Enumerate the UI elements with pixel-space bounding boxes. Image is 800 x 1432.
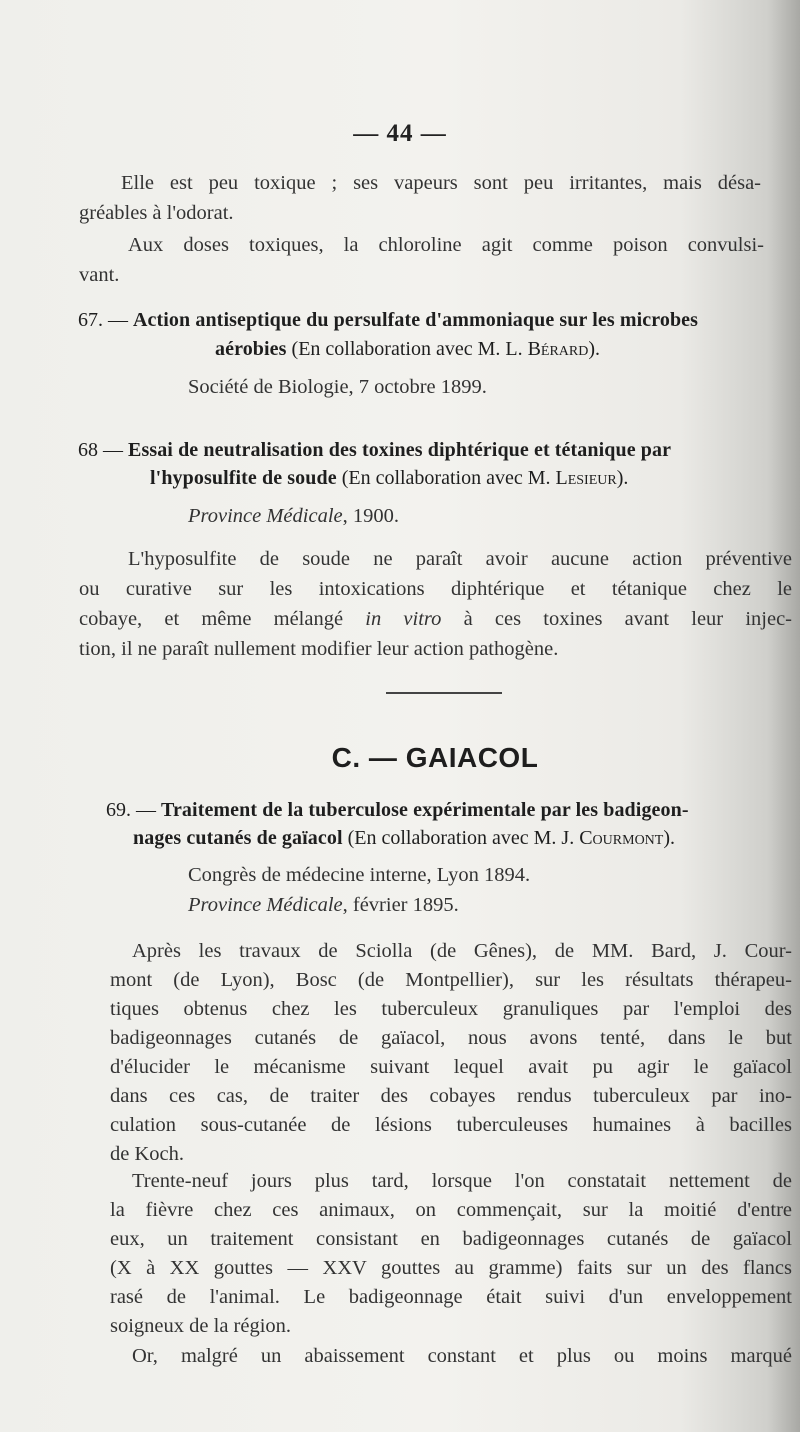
text-line: culation sous-cutanée de lésions tuberculeuses humaines à bacilles (110, 1114, 792, 1136)
text-line: rasé de l'animal. Le badigeonnage était suivi d'un enveloppement (110, 1286, 792, 1308)
text-line: Elle est peu toxique ; ses vapeurs sont peu irritantes, mais désa- (121, 172, 761, 194)
text-line: Aux doses toxiques, la chloroline agit comme poison convulsi- (128, 234, 764, 256)
page-number: — 44 — (353, 120, 447, 147)
text-line: la fièvre chez ces animaux, on commençait, sur la moitié d'entre (110, 1199, 792, 1221)
text-line: de Koch. (110, 1143, 185, 1165)
text-line: tiques obtenus chez les tuberculeux granuliques par l'emploi des (110, 998, 792, 1020)
entry-source: Congrès de médecine interne, Lyon 1894. (188, 864, 531, 886)
text-line: Trente-neuf jours plus tard, lorsque l'on constatait nettement de (132, 1170, 792, 1192)
entry-title-cont: l'hyposulfite de soude (150, 467, 337, 489)
text-line: L'hyposulfite de soude ne paraît avoir aucune action préventive (128, 548, 792, 570)
section-divider (386, 692, 502, 694)
entry-68-heading (78, 437, 768, 463)
text-line: (X à XX gouttes — XXV gouttes au gramme) faits sur un des flancs (110, 1257, 792, 1279)
collaboration-note: (En collaboration avec M. J. Courmont). (347, 827, 676, 849)
text-line: mont (de Lyon), Bosc (de Montpellier), sur les résultats thérapeu- (110, 969, 792, 991)
text-line: d'élucider le mécanisme suivant lequel avait pu agir le gaïacol (110, 1056, 792, 1078)
entry-number: 67. — (78, 309, 128, 331)
text-line: cobaye, et même mélangé in vitro à ces toxines avant leur injec- (79, 608, 792, 630)
text-line: Or, malgré un abaissement constant et plus ou moins marqué (132, 1345, 792, 1367)
entry-title-cont: nages cutanés de gaïacol (133, 827, 343, 849)
entry-source: Province Médicale, 1900. (188, 505, 399, 527)
entry-67-heading-cont (215, 336, 600, 362)
text-line: Après les travaux de Sciolla (de Gênes), de MM. Bard, J. Cour- (132, 940, 792, 962)
entry-source: Société de Biologie, 7 octobre 1899. (188, 376, 487, 398)
text-line: dans ces cas, de traiter des cobayes rendus tuberculeux par ino- (110, 1085, 792, 1107)
entry-67-heading (78, 307, 768, 333)
text-line: eux, un traitement consistant en badigeonnages cutanés de gaïacol (110, 1228, 792, 1250)
entry-69-heading-cont (133, 825, 675, 851)
entry-number: 69. — (106, 799, 156, 821)
entry-title-cont: aérobies (215, 338, 287, 360)
entry-title: Traitement de la tuberculose expérimentale par les badigeon- (161, 799, 689, 821)
text-line: badigeonnages cutanés de gaïacol, nous avons tenté, dans le but (110, 1027, 792, 1049)
entry-title: Essai de neutralisation des toxines diphtérique et tétanique par (128, 439, 672, 461)
entry-title: Action antiseptique du persulfate d'ammoniaque sur les microbes (133, 309, 699, 331)
text-line: tion, il ne paraît nullement modifier leur action pathogène. (79, 638, 559, 660)
text-line: ou curative sur les intoxications diphtérique et tétanique chez le (79, 578, 792, 600)
entry-source: Province Médicale, février 1895. (188, 894, 459, 916)
section-title: C. — GAIACOL (331, 742, 539, 773)
collaboration-note: (En collaboration avec M. L. Bérard). (291, 338, 601, 360)
text-line: soigneux de la région. (110, 1315, 292, 1337)
entry-number: 68 — (78, 439, 123, 461)
text-line: vant. (79, 264, 120, 286)
collaboration-note: (En collaboration avec M. Lesieur). (341, 467, 629, 489)
text-line: gréables à l'odorat. (79, 202, 234, 224)
entry-68-heading-cont (150, 465, 628, 491)
entry-69-heading (106, 797, 766, 823)
